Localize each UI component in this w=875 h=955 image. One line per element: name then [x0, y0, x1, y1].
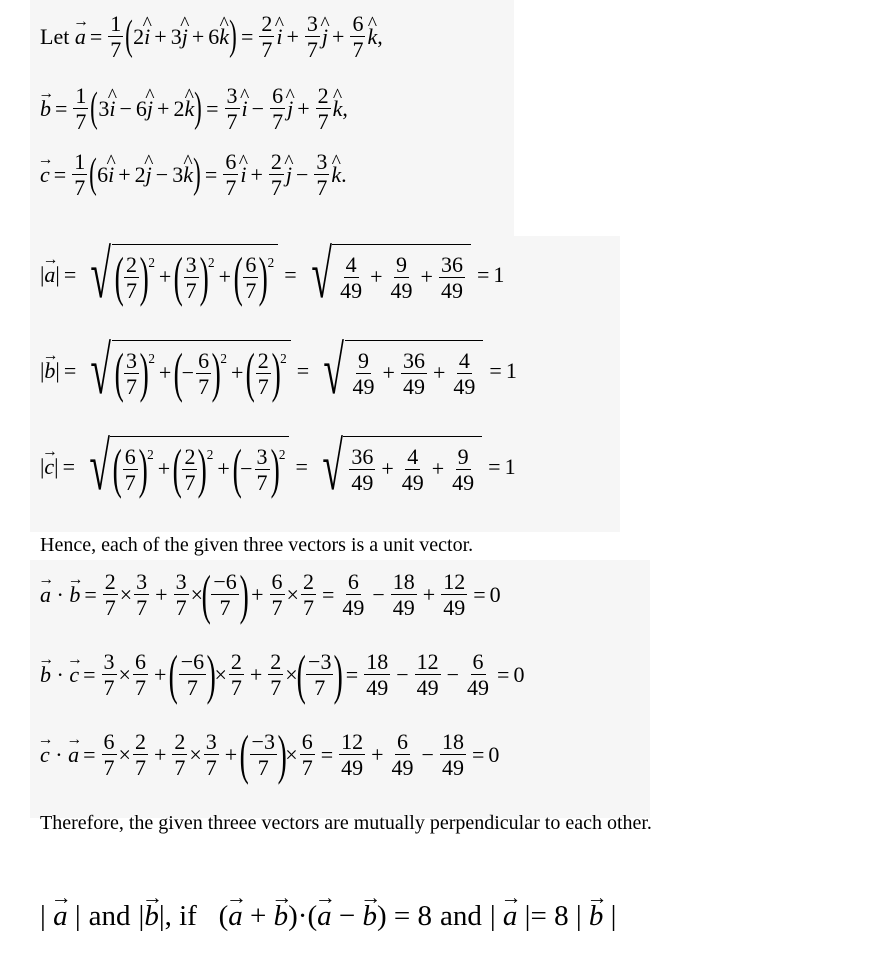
line-mag-c: | → c | = √ ( 6 7 ) 2 + ( 2 7 ) 2 + ( − 3 7 ) 2 = √ 36 49 + $\frac{4}{49}$ + $\frac{9}{49}$ = 1 [40, 436, 516, 497]
conclusion-perpendicular: Therefore, the given threee vectors are mutually perpendicular to each other. [40, 812, 652, 834]
conclusion-unit: Hence, each of the given three vectors is a unit vector. [40, 534, 474, 556]
line-dot-ca: → c · → a = $\frac{6}{7}$ × 2 7 + $\frac{2}{7}$ × 3 7 + ( −3 7 ) × $\frac{6}{7}$ = $\frac{12}{49}$ + $\frac{6}{49}$ − $\frac{18}{49}$ = 0 [40, 730, 499, 779]
line-c-def: → c = $\frac{1}{7}$ ( 6 ^ i + 2 ^ j − 3 ^ k ) = $\frac{6}{7}$ ^ i + $\frac{2}{7}$ ^ j − $\frac{3}{7}$ ^ k . [40, 150, 347, 199]
line-mag-b: | → b | = √ ( 3 7 ) 2 + ( − 6 7 ) 2 + ( 2 7 ) 2 = √ 9 49 + $\frac{36}{49}$ + $\frac{4}{49}$ = 1 [40, 340, 517, 401]
word-and-1: and [88, 900, 131, 932]
value-eight-1: 8 [417, 900, 432, 932]
value-eight-2: 8 [554, 900, 569, 932]
line-dot-ab: → a · → b = $\frac{2}{7}$ × 3 7 + $\frac{3}{7}$ × ( −6 7 ) + $\frac{6}{7}$ × $\frac{2}{7}$ = $\frac{6}{49}$ − $\frac{18}{49}$ + $\frac{12}{49}$ = 0 [40, 570, 501, 619]
word-and-2: and [439, 900, 482, 932]
line-b-def: → b = $\frac{1}{7}$ ( 3 ^ i − 6 ^ j + 2 ^ k ) = $\frac{3}{7}$ ^ i − $\frac{6}{7}$ ^ j + $\frac{2}{7}$ ^ k , [40, 84, 348, 133]
question-line: | → a | and | → b | , if ( → a + → b )·( → a − → b ) = 8 and | → a |= 8 | → b | [40, 900, 616, 933]
let-word: Let [40, 23, 70, 49]
line-dot-bc: → b · → c = $\frac{3}{7}$ × 6 7 + ( −6 7 ) × 2 7 + $\frac{2}{7}$ × ( −3 7 ) = $\frac{18}{49}$ − $\frac{12}{49}$ − $\frac{6}{49}$ = 0 [40, 650, 524, 699]
line-a-def: Let → a = $\frac{1}{7}$ ( 2 ^ i + 3 ^ j + 6 ^ k ) = $\frac{2}{7}$ ^ i + $\frac{3}{7}$ ^ j + $\frac{6}{7}$ ^ k , [40, 12, 383, 61]
word-if: , if [164, 900, 197, 932]
line-mag-a: | → a | = √ ( 2 7 ) 2 + ( 3 7 ) 2 + ( 6 7 ) 2 = √ 4 49 + $\frac{9}{49}$ + $\frac{36}{49}$ = 1 [40, 244, 504, 305]
